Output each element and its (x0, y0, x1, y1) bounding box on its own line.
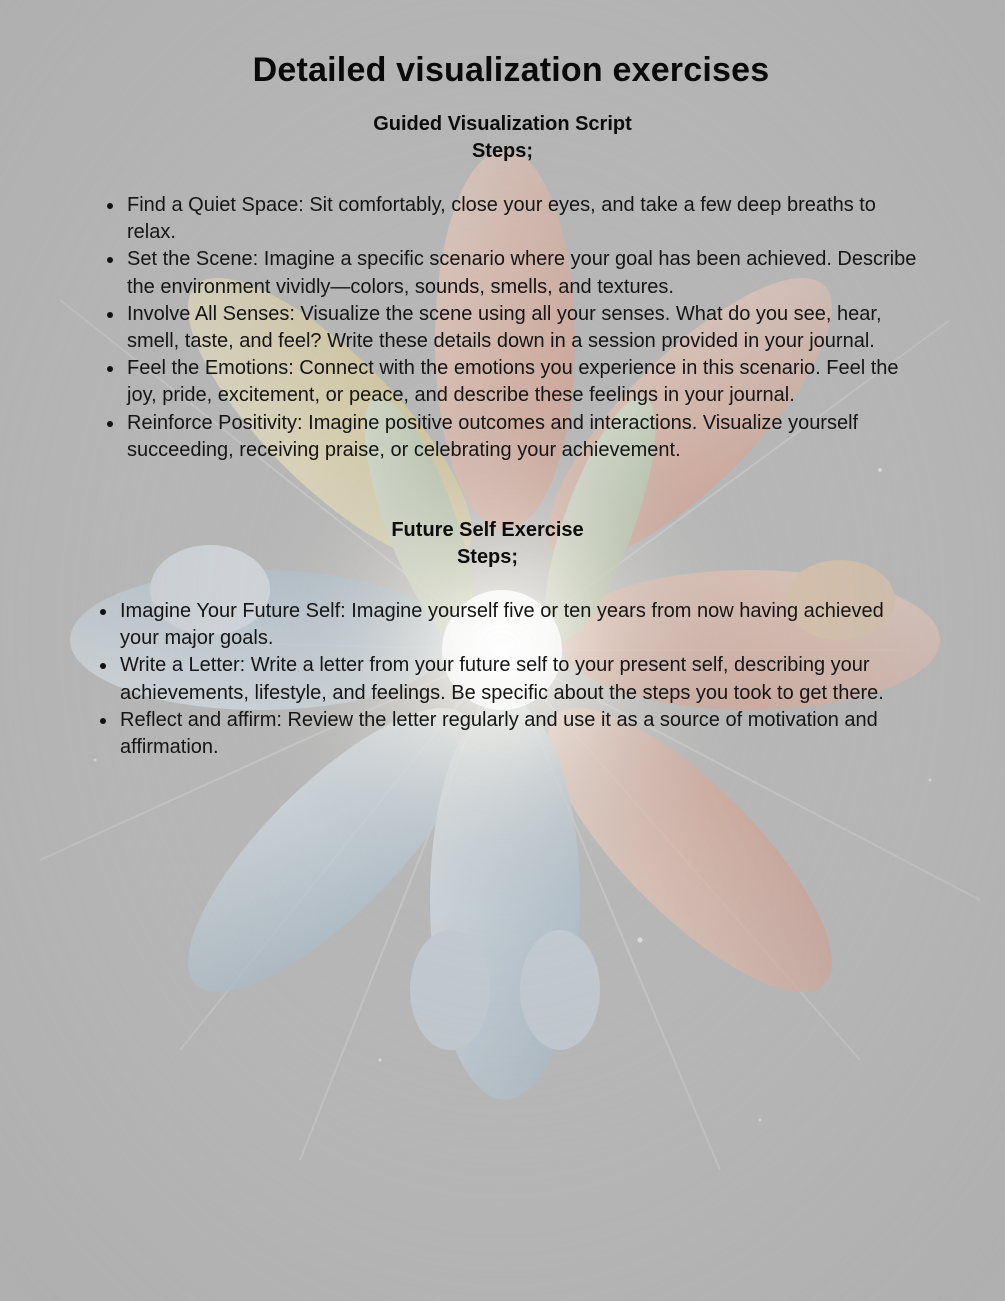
list-item: Feel the Emotions: Connect with the emotions you experience in this scenario. Feel the joy, pride, excitement, or peace, and describe these feelings in your journal. (127, 355, 917, 409)
section-subtitle: Steps; (456, 546, 519, 568)
section-heading-future-self (0, 517, 990, 571)
list-item: Set the Scene: Imagine a specific scenario where your goal has been achieved. Describe the environment vividly—colors, sounds, smells, and textures. (127, 246, 917, 300)
list-item: Find a Quiet Space: Sit comfortably, close your eyes, and take a few deep breaths to relax. (127, 192, 917, 246)
section-title: Future Self Exercise (391, 519, 584, 541)
list-item: Involve All Senses: Visualize the scene using all your senses. What do you see, hear, smell, taste, and feel? Write these details down in a session provided in your journal. (127, 301, 917, 355)
list-item: Reinforce Positivity: Imagine positive outcomes and interactions. Visualize yourself succeeding, receiving praise, or celebrating your achievement. (127, 410, 917, 464)
list-item: Reflect and affirm: Review the letter regularly and use it as a source of motivation and affirmation. (120, 707, 910, 761)
list-item: Imagine Your Future Self: Imagine yourself five or ten years from now having achieved your major goals. (120, 598, 910, 652)
future-self-steps-list (120, 598, 910, 761)
page-title: Detailed visualization exercises (252, 51, 770, 89)
guided-visualization-steps-list (127, 192, 917, 464)
section-subtitle: Steps; (471, 140, 534, 162)
section-title: Guided Visualization Script (373, 113, 632, 135)
section-heading-guided-visualization (0, 111, 1005, 165)
list-item: Write a Letter: Write a letter from your future self to your present self, describing your achievements, lifestyle, and feelings. Be specific about the steps you took to get there. (120, 652, 910, 706)
